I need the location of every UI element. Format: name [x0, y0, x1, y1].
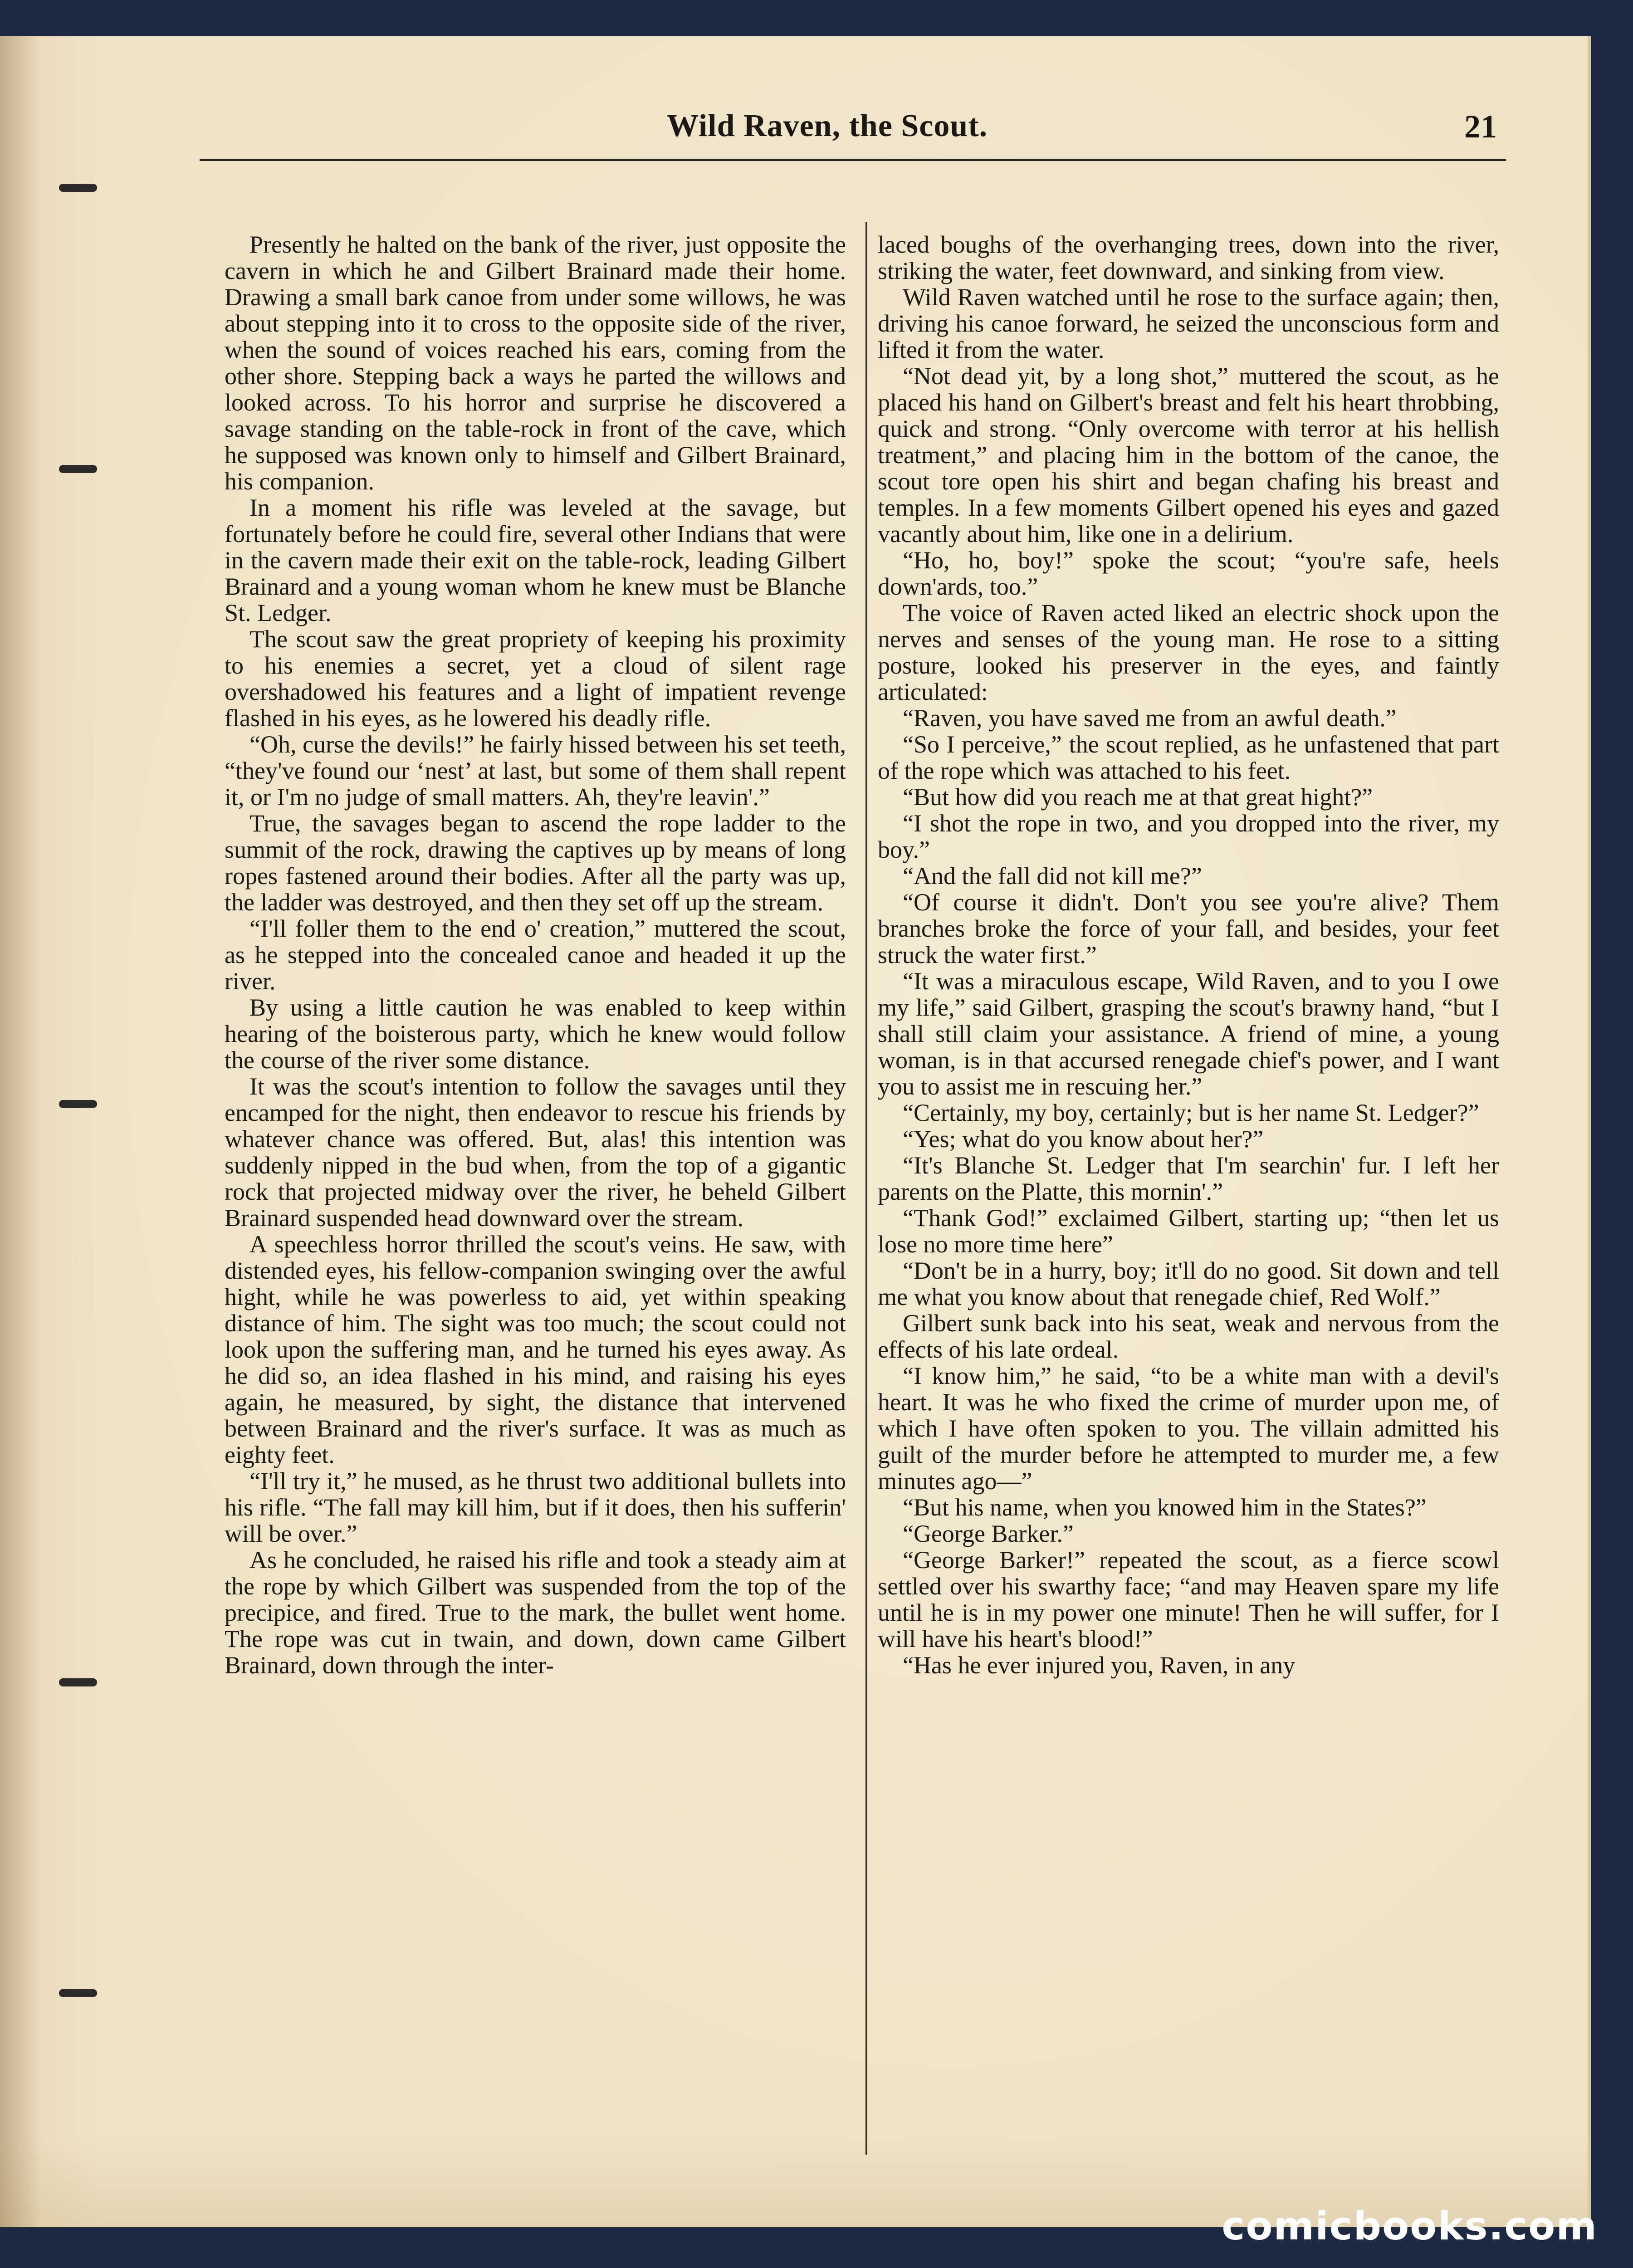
paragraph: “And the fall did not kill me?” — [903, 862, 1202, 890]
watermark: comicbooks.com — [1222, 2204, 1598, 2249]
paragraph: “Certainly, my boy, certainly; but is her name St. Ledger?” — [903, 1099, 1479, 1126]
left-column — [225, 231, 846, 2159]
paragraph: “Oh, curse the devils!” he fairly hissed between his set teeth, “they've found our ‘nest’ at last, but some of them shall repent it, or I'm no judge of small matters. Ah, they're leavin'.” — [225, 731, 846, 811]
binding-stitch — [59, 184, 97, 192]
paragraph: “But his name, when you knowed him in the States?” — [903, 1494, 1427, 1521]
paragraph: “It's Blanche St. Ledger that I'm searchin' fur. I left her parents on the Platte, this mornin'.” — [878, 1152, 1499, 1205]
paragraph: “Ho, ho, boy!” spoke the scout; “you're safe, heels down'ards, too.” — [878, 547, 1499, 600]
page-number: 21 — [1464, 108, 1497, 145]
paragraph: “Raven, you have saved me from an awful death.” — [903, 704, 1397, 732]
paragraph: “George Barker.” — [903, 1520, 1074, 1547]
paragraph: As he concluded, he raised his rifle and took a steady aim at the rope by which Gilbert was suspended from the top of the precipice, and fired. True to the mark, the bullet went home. The rope was cut in twain, and down, down came Gilbert Brainard, down through the inter- — [225, 1546, 846, 1679]
paragraph: “It was a miraculous escape, Wild Raven, and to you I owe my life,” said Gilbert, grasping the scout's brawny hand, “but I shall still claim your assistance. A friend of mine, a young woman, is in that accursed renegade chief's power, and I want you to assist me in rescuing her.” — [878, 968, 1499, 1100]
paragraph: “I'll try it,” he mused, as he thrust two additional bullets into his rifle. “The fall may kill him, but if it does, then his sufferin' will be over.” — [225, 1467, 846, 1547]
paragraph: “Has he ever injured you, Raven, in any — [903, 1652, 1296, 1679]
paragraph: In a moment his rifle was leveled at the savage, but fortunately before he could fire, several other Indians that were in the cavern made their exit on the table-rock, leading Gilbert Brainard and a young woman whom he knew must be Blanche St. Ledger. — [225, 494, 846, 626]
paragraph: “George Barker!” repeated the scout, as a fierce scowl settled over his swarthy face; “and may Heaven spare my life until he is in my power one minute! Then he will suffer, for I will have his heart's blood!” — [878, 1546, 1499, 1652]
paragraph: Presently he halted on the bank of the river, just opposite the cavern in which he and Gilbert Brainard made their home. Drawing a small bark canoe from under some willows, he was about stepping into it to cross to the opposite side of the river, when the sound of voices reached his ears, coming from the other shore. Stepping back a ways he parted the willows and looked across. To his horror and surprise he discovered a savage standing on the table-rock in front of the cave, which he supposed was known only to himself and Gilbert Brainard, his companion. — [225, 231, 846, 495]
column-divider — [865, 222, 867, 2155]
paragraph: Gilbert sunk back into his seat, weak and nervous from the effects of his late ordeal. — [878, 1310, 1499, 1363]
paragraph: “But how did you reach me at that great hight?” — [903, 783, 1373, 811]
paragraph: A speechless horror thrilled the scout's veins. He saw, with distended eyes, his fellow-companion swinging over the awful hight, while he was powerless to aid, yet within speaking distance of him. The sight was too much; the scout could not look upon the suffering man, and he turned his eyes away. As he did so, an idea flashed in his mind, and raising his eyes again, he measured, by sight, the distance that intervened between Brainard and the river's surface. It was as much as eighty feet. — [225, 1231, 846, 1468]
binding-stitch — [59, 1100, 97, 1108]
binding-stitch — [59, 465, 97, 473]
paragraph: By using a little caution he was enabled to keep within hearing of the boisterous party, which he knew would follow the course of the river some distance. — [225, 994, 846, 1074]
paragraph: “Don't be in a hurry, boy; it'll do no good. Sit down and tell me what you know about that renegade chief, Red Wolf.” — [878, 1257, 1499, 1310]
paragraph: True, the savages began to ascend the rope ladder to the summit of the rock, drawing the captives up by means of long ropes fastened around their bodies. After all the party was up, the ladder was destroyed, and then they set off up the stream. — [225, 810, 846, 916]
paragraph: “I'll foller them to the end o' creation,” muttered the scout, as he stepped into the concealed canoe and headed it up the river. — [225, 915, 846, 995]
running-header — [200, 104, 1506, 161]
paragraph: “Not dead yit, by a long shot,” muttered the scout, as he placed his hand on Gilbert's breast and felt his heart throbbing, quick and strong. “Only overcome with terror at his hellish treatment,” and placing him in the bottom of the canoe, the scout tore open his shirt and began chafing his breast and temples. In a few moments Gilbert opened his eyes and gazed vacantly about him, like one in a delirium. — [878, 362, 1499, 547]
binding-stitch — [59, 1678, 97, 1686]
paragraph: “Of course it didn't. Don't you see you're alive? Them branches broke the force of your fall, and besides, your feet struck the water first.” — [878, 889, 1499, 968]
right-column — [878, 231, 1499, 2159]
binding-stitch — [59, 1989, 97, 1997]
paragraph: The voice of Raven acted liked an electric shock upon the nerves and senses of the young man. He rose to a sitting posture, looked his preserver in the eyes, and faintly articulated: — [878, 599, 1499, 705]
paragraph: “I shot the rope in two, and you dropped into the river, my boy.” — [878, 810, 1499, 863]
paragraph: “So I perceive,” the scout replied, as he unfastened that part of the rope which was attached to his feet. — [878, 731, 1499, 784]
running-title: Wild Raven, the Scout. — [667, 108, 988, 143]
paragraph: “Thank God!” exclaimed Gilbert, starting up; “then let us lose no more time here” — [878, 1204, 1499, 1258]
paragraph-continuation: laced boughs of the overhanging trees, down into the river, striking the water, feet downward, and sinking from view. — [878, 231, 1499, 284]
paragraph: The scout saw the great propriety of keeping his proximity to his enemies a secret, yet a cloud of silent rage overshadowed his features and a light of impatient revenge flashed in his eyes, as he lowered his deadly rifle. — [225, 626, 846, 732]
paragraph: “I know him,” he said, “to be a white man with a devil's heart. It was he who fixed the crime of murder upon me, of which I have often spoken to you. The villain admitted his guilt of the murder before he attempted to murder me, a few minutes ago—” — [878, 1362, 1499, 1495]
paragraph: Wild Raven watched until he rose to the surface again; then, driving his canoe forward, he seized the unconscious form and lifted it from the water. — [878, 284, 1499, 363]
paragraph: It was the scout's intention to follow the savages until they encamped for the night, then endeavor to rescue his friends by whatever chance was offered. But, alas! this intention was suddenly nipped in the bud when, from the top of a gigantic rock that projected midway over the river, he beheld Gilbert Brainard suspended head downward over the stream. — [225, 1073, 846, 1232]
paragraph: “Yes; what do you know about her?” — [903, 1125, 1264, 1153]
